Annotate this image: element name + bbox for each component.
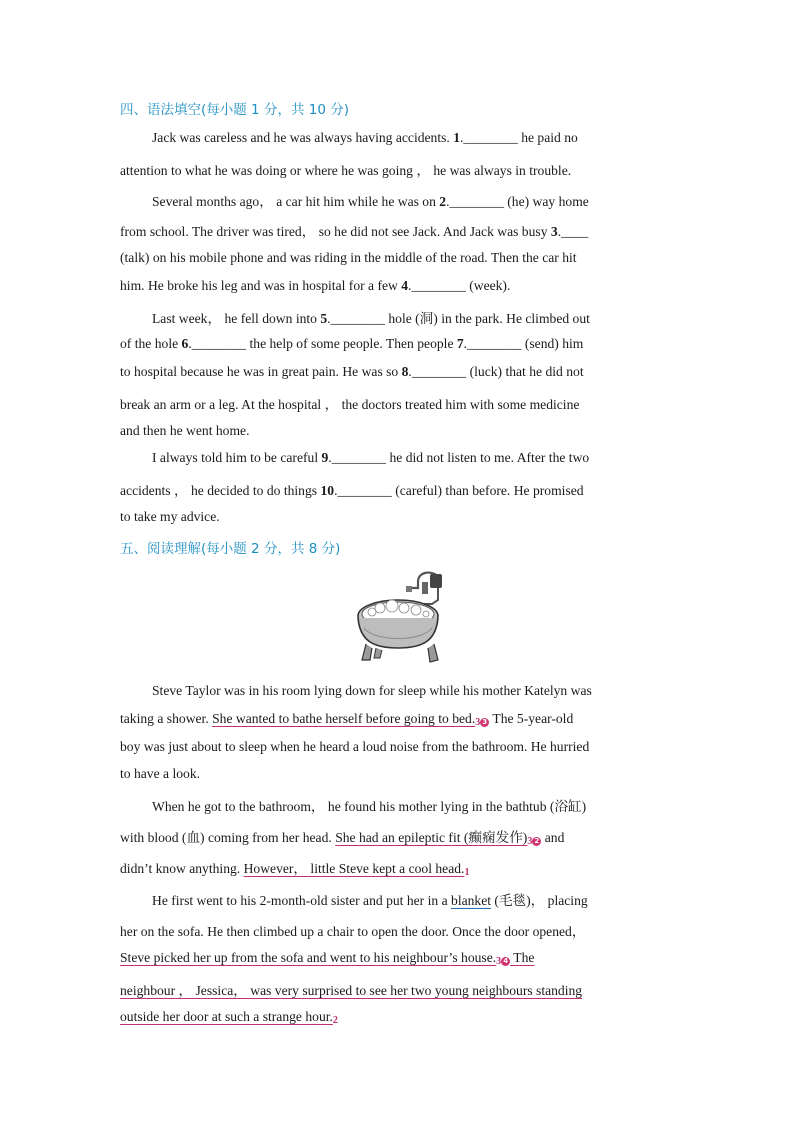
grammar-line: to take my advice.: [120, 509, 220, 524]
text: (毛毯)， placing: [491, 893, 588, 908]
question-marker: 3: [527, 836, 533, 847]
blank-number: 6: [181, 336, 189, 351]
blank: .________ he paid no: [460, 130, 578, 145]
text: him. He broke his leg and was in hospital for a few: [120, 278, 402, 293]
article-line: [120, 857, 469, 878]
text: Last week， he fell down into: [152, 311, 321, 326]
text: I always told him to be careful: [152, 450, 322, 465]
text: and: [541, 830, 565, 845]
article-line: [120, 1009, 338, 1026]
underlined-sentence: Steve picked her up from the sofa and went to his neighbour’s house.: [120, 950, 497, 965]
blank: .________ he did not listen to me. After the two: [328, 450, 590, 465]
question-marker: 2: [332, 1015, 338, 1026]
grammar-line: [152, 190, 589, 210]
bathtub-illustration: [352, 568, 446, 668]
grammar-line: [152, 130, 578, 146]
blank: .________ hole (洞) in the park. He climbed out: [327, 311, 590, 326]
section-4-title: 四、语法填空(每小题 1 分，共 10 分): [120, 102, 349, 118]
article-line: [120, 711, 573, 728]
question-marker: 1: [464, 867, 470, 878]
circled-marker: 4: [501, 957, 510, 966]
text: to hospital because he was in great pain. He was so: [120, 364, 402, 379]
blank-number: 10: [320, 483, 335, 498]
blank: .________ (send) him: [463, 336, 584, 351]
blank-number: 2: [439, 194, 447, 209]
blank: .____: [557, 224, 589, 239]
grammar-line: attention to what he was doing or where he was going ， he was always in trouble.: [120, 163, 572, 178]
grammar-line: (talk) on his mobile phone and was riding in the middle of the road. Then the car hit: [120, 250, 577, 265]
underlined-sentence: neighbour ， Jessica， was very surprised to see her two young neighbours standing: [120, 983, 583, 998]
article-line: When he got to the bathroom， he found his mother lying in the bathtub (浴缸): [152, 799, 587, 814]
underlined-sentence: She wanted to bathe herself before going to bed.: [212, 711, 476, 726]
grammar-line: [120, 364, 584, 380]
article-line: Steve Taylor was in his room lying down for sleep while his mother Katelyn was: [152, 683, 592, 698]
blank-number: 5: [320, 311, 328, 326]
article-line: [120, 950, 534, 967]
text: from school. The driver was tired， so he did not see Jack. And Jack was busy: [120, 224, 551, 239]
article-line: boy was just about to sleep when he heard a loud noise from the bathroom. He hurried: [120, 739, 590, 754]
text: didn’t know anything.: [120, 861, 244, 876]
text: taking a shower.: [120, 711, 213, 726]
blank-number: 8: [401, 364, 409, 379]
underlined-sentence: outside her door at such a strange hour.: [120, 1009, 333, 1024]
grammar-line: [152, 307, 590, 327]
article-line: [120, 979, 582, 999]
circled-marker: 3: [480, 718, 489, 727]
article-line: [152, 889, 588, 909]
text: accidents ， he decided to do things: [120, 483, 321, 498]
text: He first went to his 2-month-old sister and put her in a: [152, 893, 452, 908]
text: Several months ago， a car hit him while he was on: [152, 194, 440, 209]
blank-number: 4: [401, 278, 409, 293]
blank: .________ (week).: [408, 278, 511, 293]
text: of the hole: [120, 336, 182, 351]
blank-number: 3: [550, 224, 558, 239]
faucet-handle: [430, 574, 442, 588]
article-line: to have a look.: [120, 766, 201, 781]
blank: .________ (careful) than before. He promised: [334, 483, 584, 498]
blank-number: 7: [456, 336, 464, 351]
blank: .________ (luck) that he did not: [408, 364, 584, 379]
question-marker: 3: [496, 956, 502, 967]
grammar-line: [120, 336, 583, 352]
grammar-line: [120, 220, 588, 240]
blank: .________ the help of some people. Then people: [188, 336, 457, 351]
grammar-line: break an arm or a leg. At the hospital ， the doctors treated him with some medicine: [120, 397, 580, 412]
underlined-sentence: The: [510, 950, 535, 965]
text: The 5-year-old: [489, 711, 574, 726]
grammar-line: and then he went home.: [120, 423, 250, 438]
text: with blood (血) coming from her head.: [120, 830, 336, 845]
question-marker: 3: [475, 717, 481, 728]
grammar-line: [152, 450, 589, 466]
grammar-line: [120, 278, 510, 294]
grammar-line: [120, 479, 584, 499]
underlined-sentence: However， little Steve kept a cool head.: [243, 861, 465, 876]
article-line: her on the sofa. He then climbed up a chair to open the door. Once the door opened，: [120, 924, 586, 939]
text: Jack was careless and he was always having accidents.: [152, 130, 454, 145]
blank: .________ (he) way home: [446, 194, 589, 209]
blank-number: 1: [453, 130, 461, 145]
circled-marker: 2: [532, 837, 541, 846]
blank-number: 9: [321, 450, 329, 465]
underlined-sentence: She had an epileptic fit (癫痫发作): [335, 830, 528, 845]
vocab-word: blanket: [451, 893, 492, 908]
section-5-title: 五、阅读理解(每小题 2 分，共 8 分): [120, 541, 341, 557]
article-line: [120, 826, 564, 847]
